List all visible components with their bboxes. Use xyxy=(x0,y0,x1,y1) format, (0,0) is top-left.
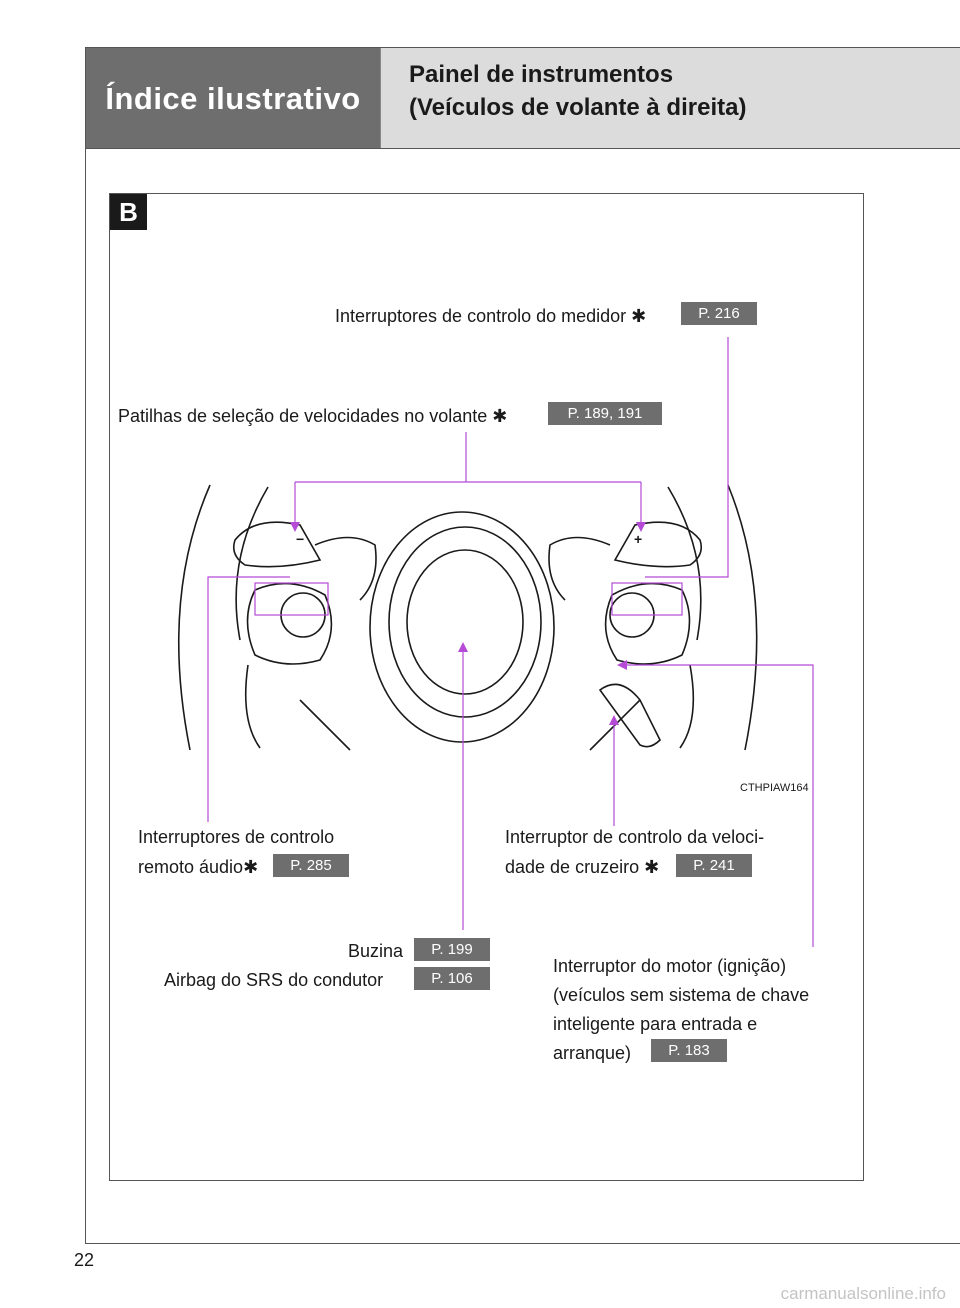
engine-switch-label-line2: (veículos sem sistema de chave xyxy=(553,985,810,1005)
spoke-left-top xyxy=(315,538,376,601)
engine-switch-label-line4: arranque) xyxy=(553,1043,632,1063)
horn-pad-center xyxy=(407,550,523,694)
meter-switches-page-ref[interactable]: P. 216 xyxy=(681,302,757,325)
cruise-control-page-ref[interactable]: P. 241 xyxy=(676,854,752,877)
horn-pad-inner xyxy=(389,527,541,717)
watermark: carmanualsonline.info xyxy=(780,1284,946,1303)
paddle-left xyxy=(234,522,320,567)
wheel-lower-left xyxy=(246,665,350,750)
engine-switch-page-ref[interactable]: P. 183 xyxy=(651,1039,727,1062)
paddle-minus-icon: − xyxy=(296,531,305,547)
wheel-rim-left xyxy=(179,485,210,750)
spoke-right-top xyxy=(549,538,610,601)
cruise-control-label-line1: Interruptor de controlo da veloci- xyxy=(505,827,765,847)
cruise-control-lever xyxy=(600,684,660,746)
audio-switches-label-line2: remoto áudio✱ xyxy=(138,857,259,877)
horn-pad-outer xyxy=(370,512,554,742)
airbag-page-ref[interactable]: P. 106 xyxy=(414,967,490,990)
figure-code: CTHPIAW164 xyxy=(740,782,809,794)
arrow-cruise xyxy=(609,715,619,725)
page-title-line2: (Veículos de volante à direita) xyxy=(409,94,747,121)
cruise-control-label-line2: dade de cruzeiro ✱ xyxy=(505,857,660,877)
engine-switch-label-line3: inteligente para entrada e xyxy=(553,1014,758,1034)
leader-meter-switches xyxy=(645,337,728,577)
leader-paddle-shift xyxy=(295,432,641,525)
engine-switch-label-line1: Interruptor do motor (ignição) xyxy=(553,956,787,976)
leader-engine-switch xyxy=(625,665,813,947)
paddle-shift-label: Patilhas de seleção de velocidades no volante ✱ xyxy=(118,406,508,426)
section-title: Índice ilustrativo xyxy=(86,48,380,149)
meter-switch-housing xyxy=(606,584,690,664)
audio-switches-label-line1: Interruptores de controlo xyxy=(138,827,335,847)
airbag-label: Airbag do SRS do condutor xyxy=(164,970,384,990)
wheel-lower-right xyxy=(590,665,693,750)
horn-page-ref[interactable]: P. 199 xyxy=(414,938,490,961)
paddle-right xyxy=(615,522,701,567)
audio-switches-page-ref[interactable]: P. 285 xyxy=(273,854,349,877)
page-title-line1: Painel de instrumentos xyxy=(409,61,674,88)
audio-switch-housing xyxy=(248,584,332,664)
paddle-shift-page-ref[interactable]: P. 189, 191 xyxy=(548,402,662,425)
page-number: 22 xyxy=(74,1250,95,1270)
arrow-horn xyxy=(458,642,468,652)
meter-switches-label: Interruptores de controlo do medidor ✱ xyxy=(335,306,647,326)
paddle-plus-icon: + xyxy=(634,531,643,547)
leader-audio-switches xyxy=(208,577,290,822)
horn-label: Buzina xyxy=(348,941,404,961)
figure-badge: B xyxy=(110,194,147,230)
wheel-inner-rim-right xyxy=(668,487,701,640)
wheel-inner-rim-left xyxy=(236,487,268,640)
wheel-rim-right xyxy=(728,485,757,750)
